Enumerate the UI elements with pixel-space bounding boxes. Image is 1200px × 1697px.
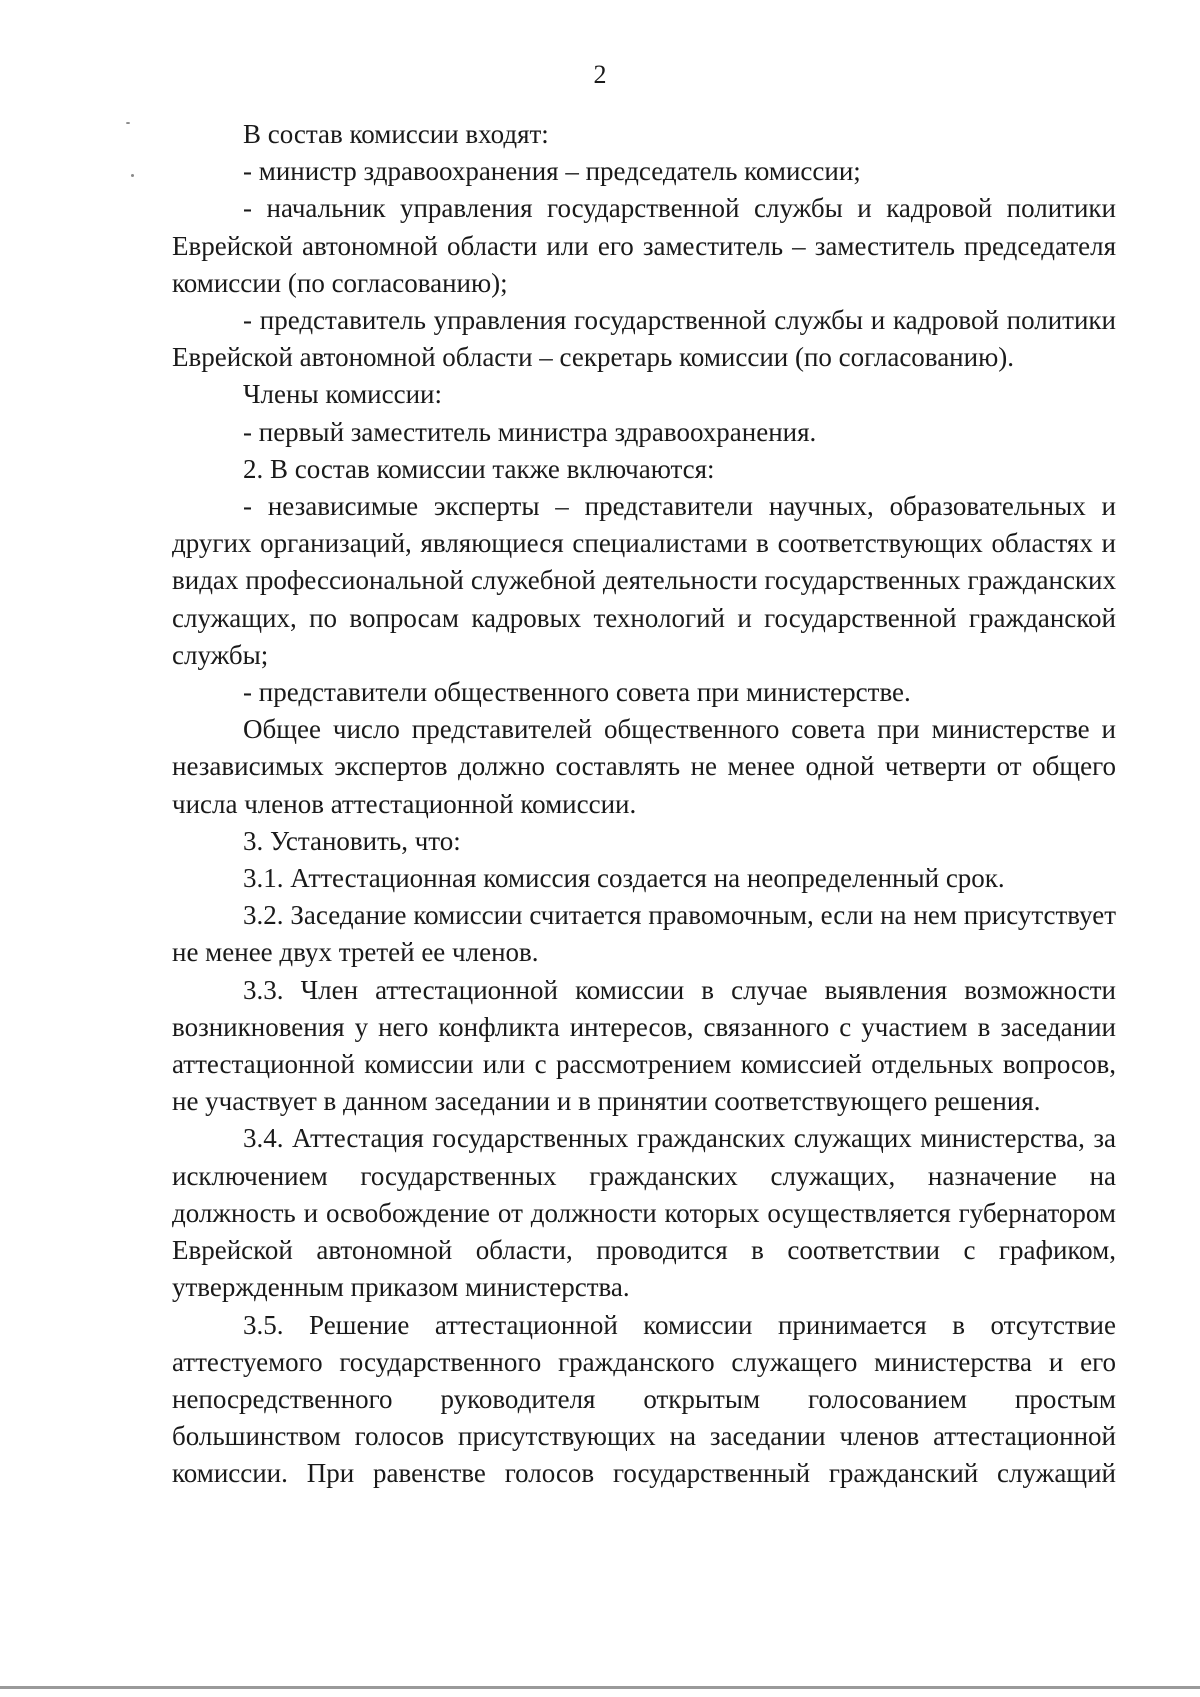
paragraph-first-deputy: - первый заместитель министра здравоохранения. [243,416,817,447]
paragraph-secretary: - представитель управления государственной службы и кадровой политики Еврейской автономной области – секретарь комиссии (по согласованию). [172,305,1116,373]
paragraph-item-3-5: 3.5. Решение аттестационной комиссии принимается в отсутствие аттестуемого государственного гражданского служащего министерства и его непосредственного руководителя открытым голосованием простым большинством голосов присутствующих на заседании членов аттестационной комиссии. При равенстве голосов государственный гражданский служащий [172,1309,1116,1489]
paragraph-independent-experts: - независимые эксперты – представители научных, образовательных и других организаций, являющиеся специалистами в соответствующих областях и видах профессиональной служебной деятельности государственных гражданских служащих, по вопросам кадровых технологий и государственной гражданской службы; [172,491,1116,670]
paragraph-deputy-chair: - начальник управления государственной службы и кадровой политики Еврейской автономной области или его заместитель – заместитель председателя комиссии (по согласованию); [172,193,1116,298]
document-body [172,116,1116,1493]
paragraph-item-3-2: 3.2. Заседание комиссии считается правомочным, если на нем присутствует не менее двух третей ее членов. [172,900,1116,968]
scan-speck [131,174,134,177]
paragraph-item-3-1: 3.1. Аттестационная комиссия создается на неопределенный срок. [243,863,1005,894]
paragraph-item-2: 2. В состав комиссии также включаются: [243,453,715,484]
paragraph-item-3-3: 3.3. Член аттестационной комиссии в случае выявления возможности возникновения у него конфликта интересов, связанного с участием в заседании аттестационной комиссии или с рассмотрением комиссией отдельных вопросов, не участвует в данном заседании и в принятии соответствующего решения. [172,974,1116,1117]
paragraph-quarter-requirement: Общее число представителей общественного совета при министерстве и независимых экспертов должно составлять не менее одной четверти от общего числа членов аттестационной комиссии. [172,714,1116,819]
paragraph-public-council: - представители общественного совета при министерстве. [243,677,911,708]
paragraph-commission-composition: В состав комиссии входят: [243,119,549,149]
paragraph-minister-chair: - министр здравоохранения – председатель комиссии; [243,156,861,187]
page-number: 2 [593,60,607,89]
paragraph-item-3-4: 3.4. Аттестация государственных гражданских служащих министерства, за исключением государственных гражданских служащих, назначение на должность и освобождение от должности которых осуществляется губернатором Еврейской автономной области, проводится в соответствии с графиком, утвержденным приказом министерства. [172,1123,1116,1303]
scan-speck [126,122,130,124]
paragraph-item-3: 3. Установить, что: [243,825,461,856]
paragraph-members-heading: Члены комиссии: [243,379,442,410]
page-bottom-edge [0,1686,1200,1689]
